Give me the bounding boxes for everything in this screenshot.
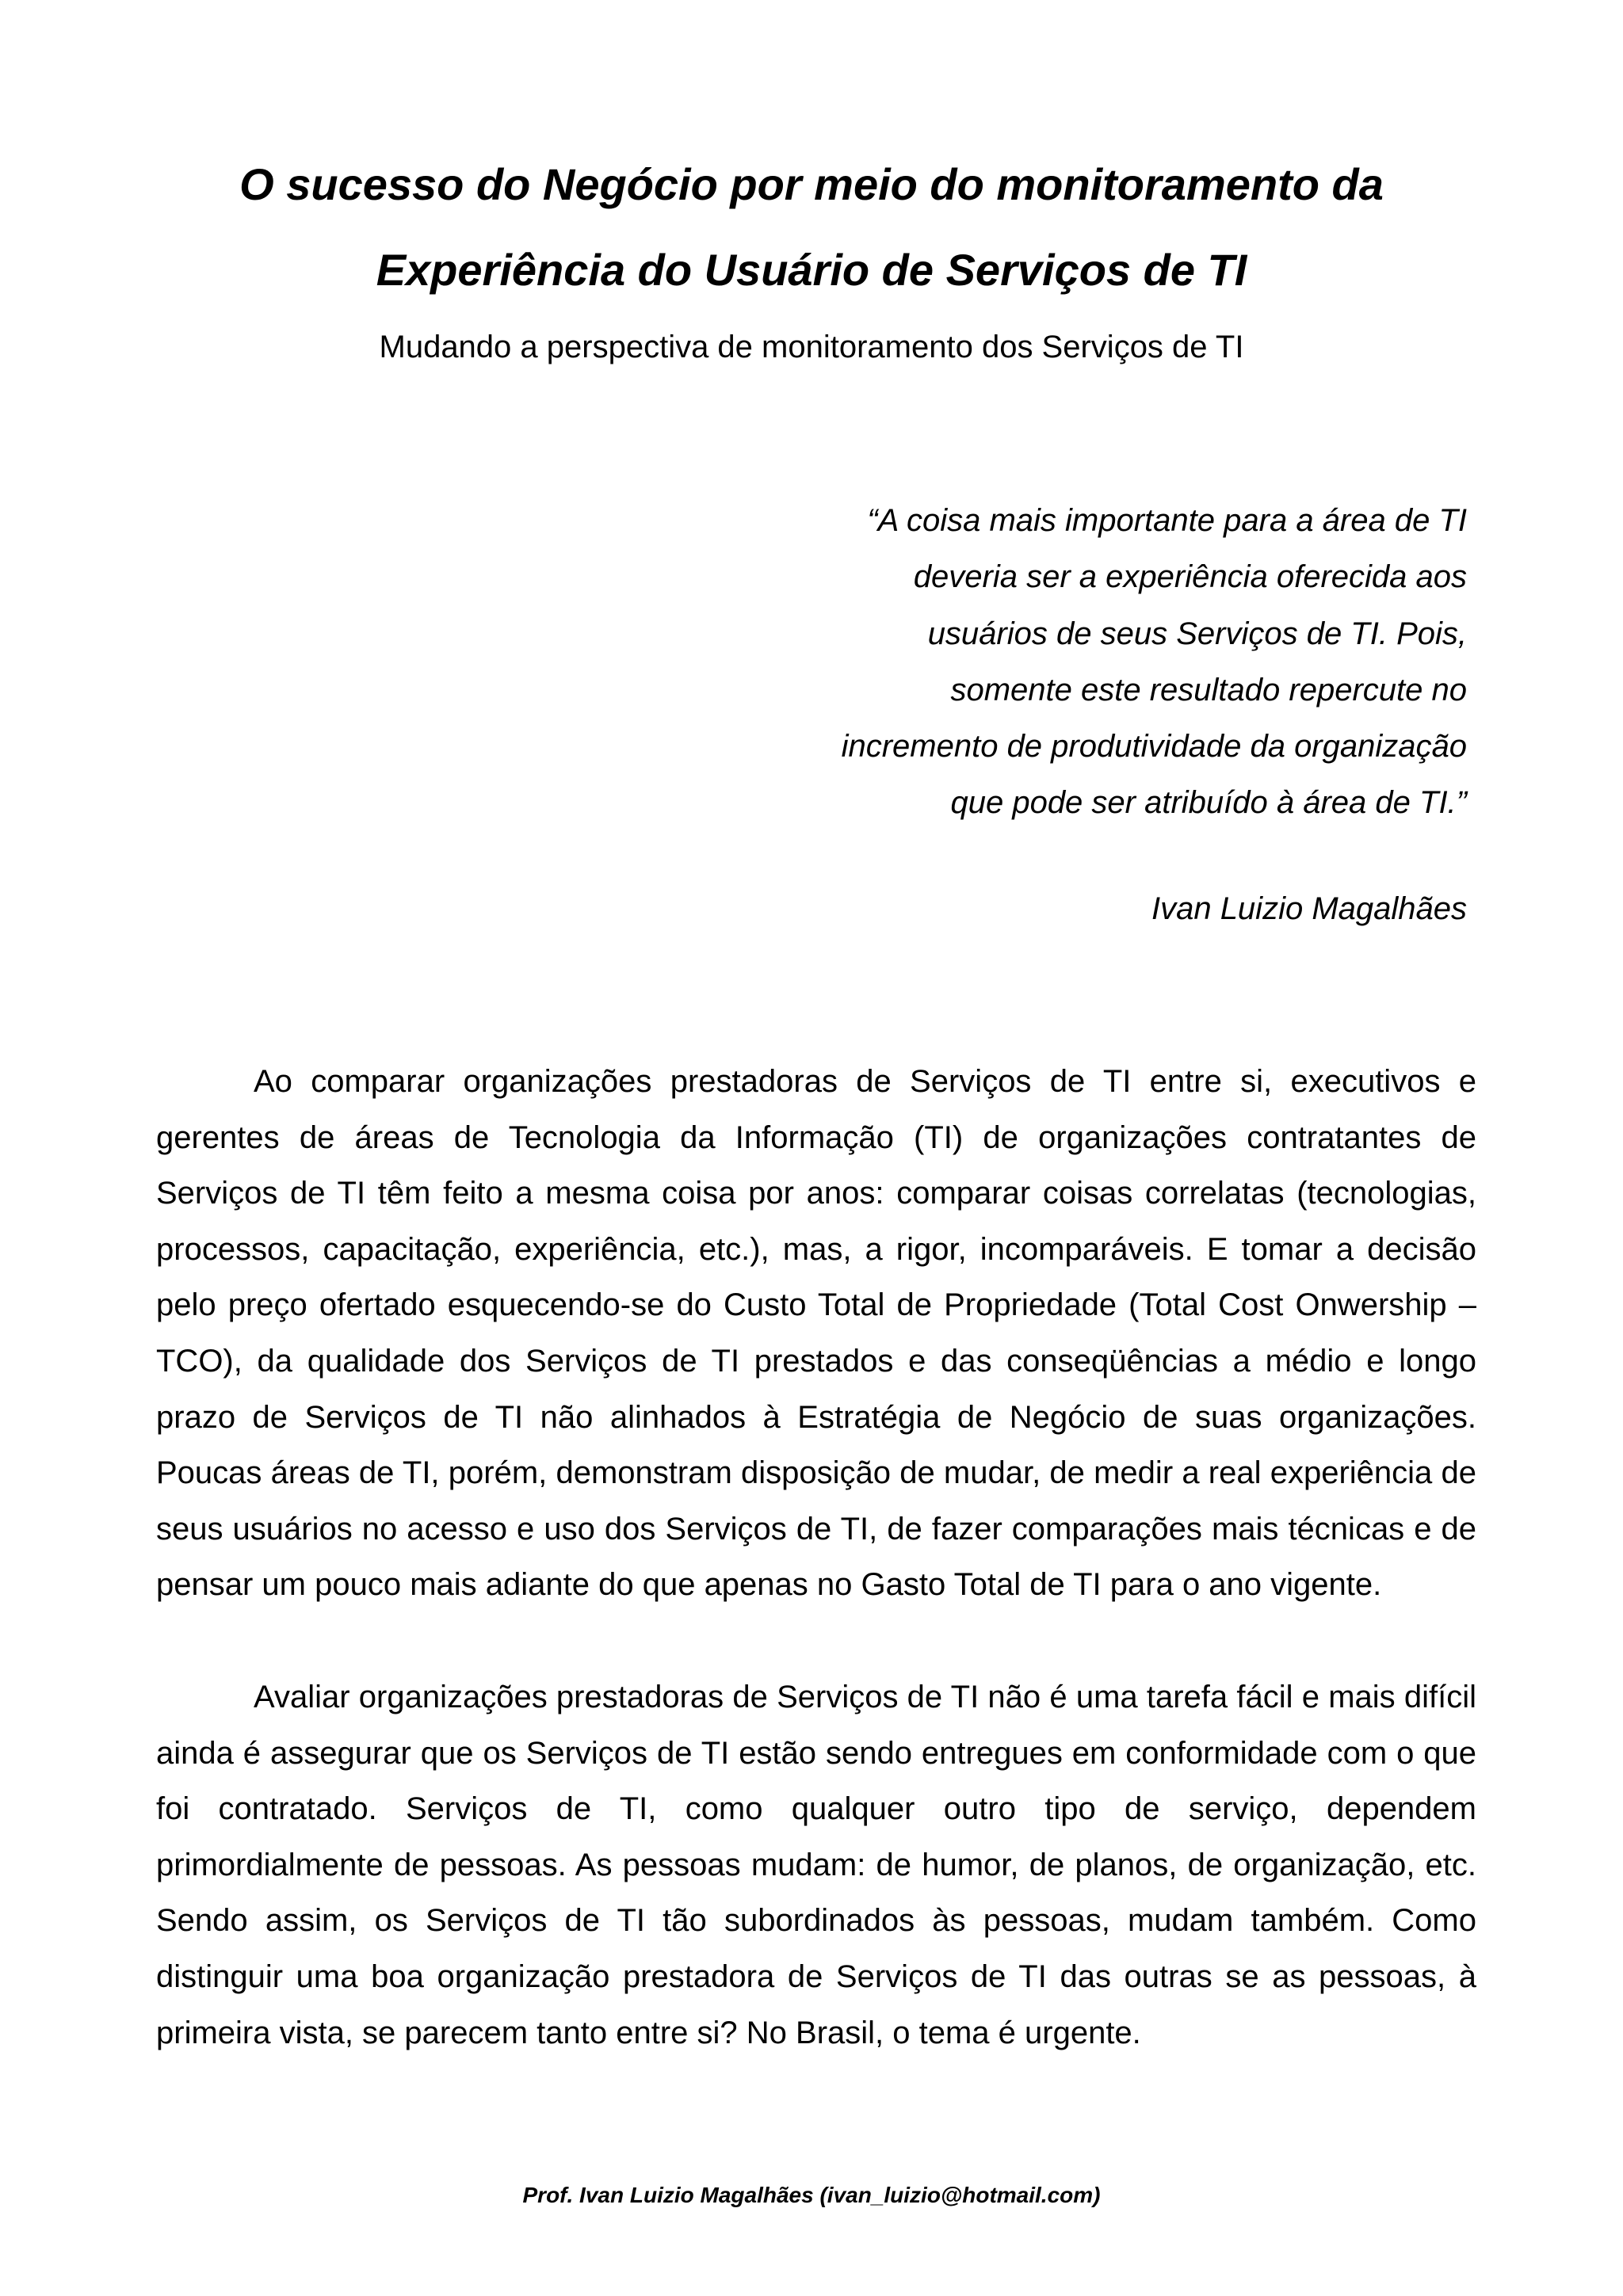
quote-line: incremento de produtividade da organização xyxy=(841,729,1467,765)
body-paragraph-1: Ao comparar organizações prestadoras de Serviços de TI entre si, executivos e gerentes de áreas de Tecnologia da Informação (TI) de organizações contratantes de Serviços de TI têm feito a mesma coisa por anos: comparar coisas correlatas (tecnologias, processos, capacitação, experiência, etc.), mas, a rigor, incomparáveis. E tomar a decisão pelo preço ofertado esquecendo-se do Custo Total de Propriedade (Total Cost Onwership – TCO), da qualidade dos Serviços de TI prestados e das conseqüências a médio e longo prazo de Serviços de TI não alinhados à Estratégia de Negócio de suas organizações. Poucas áreas de TI, porém, demonstram disposição de mudar, de medir a real experiência de seus usuários no acesso e uso dos Serviços de TI, de fazer comparações mais técnicas e de pensar um pouco mais adiante do que apenas no Gasto Total de TI para o ano vigente. xyxy=(156,1064,1476,1603)
quote-line: “A coisa mais importante para a área de TI xyxy=(867,503,1467,538)
subtitle: Mudando a perspectiva de monitoramento dos Serviços de TI xyxy=(379,330,1244,364)
title-line-2: Experiência do Usuário de Serviços de TI xyxy=(376,245,1247,295)
quote-line: usuários de seus Serviços de TI. Pois, xyxy=(927,616,1467,651)
epigraph-quote xyxy=(706,493,1467,832)
page-footer: Prof. Ivan Luizio Magalhães (ivan_luizio@hotmail.com) xyxy=(522,2183,1101,2207)
quote-line: somente este resultado repercute no xyxy=(950,672,1467,707)
epigraph-author: Ivan Luizio Magalhães xyxy=(1151,891,1467,926)
title-line-1: O sucesso do Negócio por meio do monitoramento da xyxy=(239,159,1384,209)
quote-line: deveria ser a experiência oferecida aos xyxy=(913,559,1467,595)
body-paragraph-2: Avaliar organizações prestadoras de Serviços de TI não é uma tarefa fácil e mais difícil ainda é assegurar que os Serviços de TI estão sendo entregues em conformidade com o que foi contratado. Serviços de TI, como qualquer outro tipo de serviço, dependem primordialmente de pessoas. As pessoas mudam: de humor, de planos, de organização, etc. Sendo assim, os Serviços de TI tão subordinados às pessoas, mudam também. Como distinguir uma boa organização prestadora de Serviços de TI das outras se as pessoas, à primeira vista, se parecem tanto entre si? No Brasil, o tema é urgente. xyxy=(156,1680,1476,2050)
quote-line: que pode ser atribuído à área de TI.” xyxy=(950,785,1467,821)
